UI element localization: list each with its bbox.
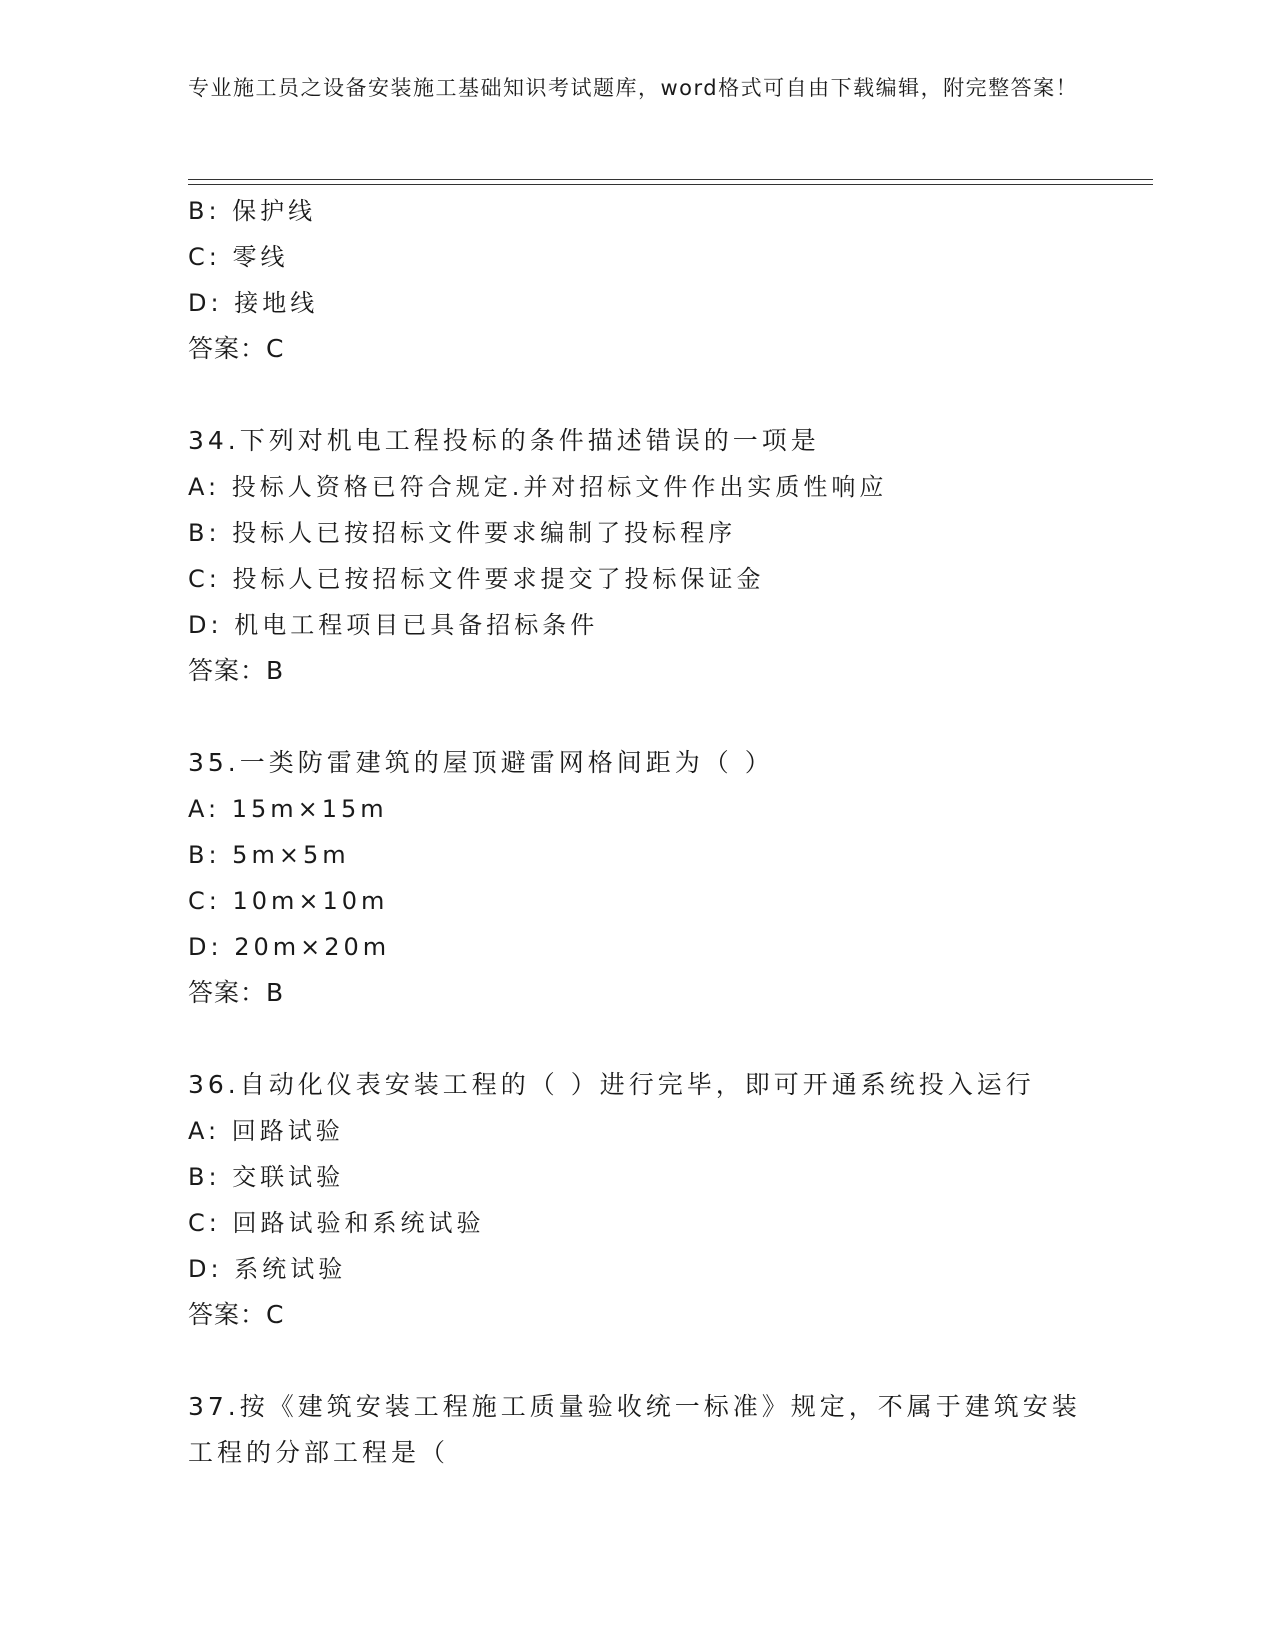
question-text: 37.按《建筑安装工程施工质量验收统一标准》规定，不属于建筑安装工程的分部工程是（ bbox=[188, 1392, 1081, 1467]
option-c: C: 投标人已按招标文件要求提交了投标保证金 bbox=[188, 565, 765, 593]
answer-line: 答案：C bbox=[188, 334, 285, 363]
header-divider-top bbox=[188, 179, 1153, 180]
option-b: B: 投标人已按招标文件要求编制了投标程序 bbox=[188, 519, 737, 547]
spacer bbox=[188, 1016, 1088, 1062]
question-text: 34.下列对机电工程投标的条件描述错误的一项是 bbox=[188, 426, 820, 455]
option-b: B: 保护线 bbox=[188, 197, 317, 225]
question-block-36 bbox=[188, 1062, 1088, 1338]
answer-line: 答案：C bbox=[188, 1300, 285, 1329]
header-divider-bottom bbox=[188, 184, 1153, 185]
question-block-34 bbox=[188, 418, 1088, 694]
option-b: B: 交联试验 bbox=[188, 1163, 345, 1191]
option-d: D: 20m×20m bbox=[188, 933, 391, 961]
option-c: C: 零线 bbox=[188, 243, 289, 271]
option-d: D: 接地线 bbox=[188, 289, 319, 317]
option-d: D: 系统试验 bbox=[188, 1255, 347, 1283]
option-c: C: 10m×10m bbox=[188, 887, 389, 915]
answer-line: 答案：B bbox=[188, 656, 285, 685]
spacer bbox=[188, 372, 1088, 418]
option-d: D: 机电工程项目已具备招标条件 bbox=[188, 611, 599, 639]
question-text: 36.自动化仪表安装工程的（ ）进行完毕，即可开通系统投入运行 bbox=[188, 1070, 1035, 1099]
question-list bbox=[188, 188, 1088, 1476]
answer-line: 答案：B bbox=[188, 978, 285, 1007]
option-b: B: 5m×5m bbox=[188, 841, 350, 869]
document-header: 专业施工员之设备安装施工基础知识考试题库，word格式可自由下载编辑，附完整答案！ bbox=[188, 76, 1079, 100]
option-a: A: 15m×15m bbox=[188, 795, 388, 823]
question-block-37 bbox=[188, 1384, 1088, 1476]
option-a: A: 回路试验 bbox=[188, 1117, 344, 1145]
option-a: A: 投标人资格已符合规定.并对招标文件作出实质性响应 bbox=[188, 473, 888, 501]
option-c: C: 回路试验和系统试验 bbox=[188, 1209, 485, 1237]
question-block-33 bbox=[188, 188, 1088, 372]
spacer bbox=[188, 1338, 1088, 1384]
question-text: 35.一类防雷建筑的屋顶避雷网格间距为（ ） bbox=[188, 748, 774, 777]
question-block-35 bbox=[188, 740, 1088, 1016]
spacer bbox=[188, 694, 1088, 740]
